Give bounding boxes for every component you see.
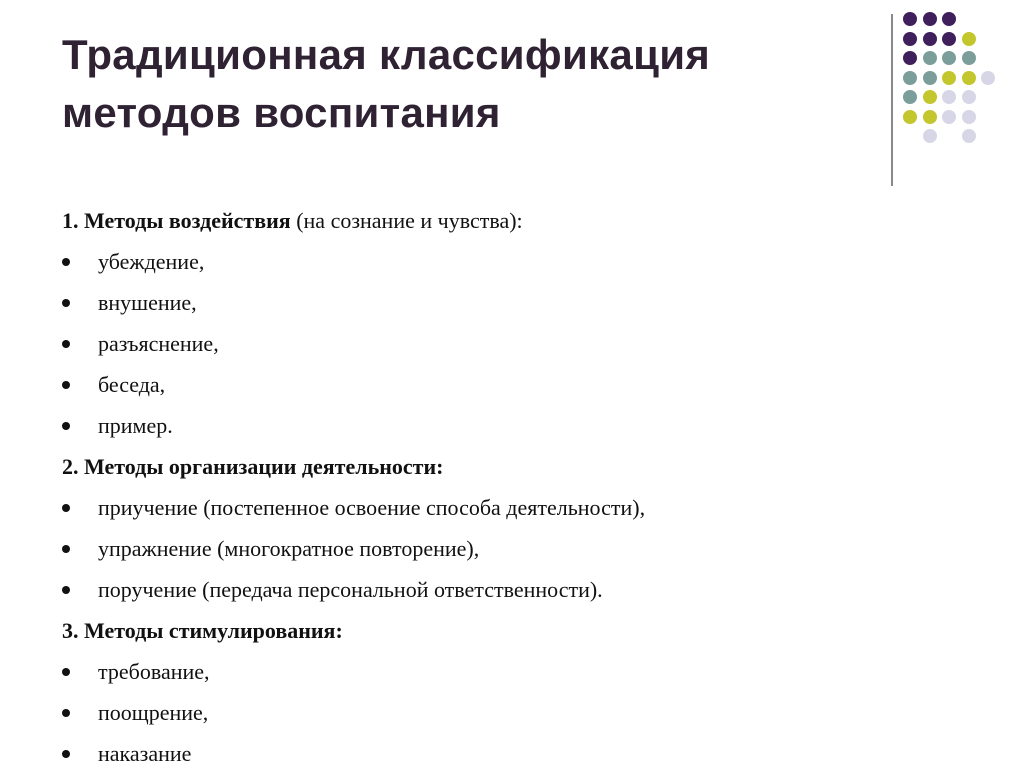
- decorative-dot: [903, 110, 917, 124]
- decorative-dot: [923, 51, 937, 65]
- decorative-dot: [942, 32, 956, 46]
- title-line-1: Традиционная классификация: [62, 31, 711, 78]
- decorative-dot: [962, 71, 976, 85]
- decorative-dot: [942, 12, 956, 26]
- section-heading-impact: 1. Методы воздействия (на сознание и чувства):: [62, 208, 523, 233]
- list-item: пример.: [62, 405, 992, 446]
- section-heading-activity: 2. Методы организации деятельности:: [62, 454, 444, 479]
- list-item: поручение (передача персональной ответственности).: [62, 569, 992, 610]
- decorative-dot: [903, 90, 917, 104]
- list-item: поощрение,: [62, 692, 992, 733]
- decorative-dot: [962, 129, 976, 143]
- bullet-icon: [62, 668, 70, 676]
- bullet-icon: [62, 299, 70, 307]
- bullet-icon: [62, 422, 70, 430]
- list-item: разъяснение,: [62, 323, 992, 364]
- decorative-dot: [903, 32, 917, 46]
- decorative-dot: [923, 32, 937, 46]
- decorative-dot: [923, 129, 937, 143]
- decorative-dot: [942, 51, 956, 65]
- list-item: беседа,: [62, 364, 992, 405]
- title-line-2: методов воспитания: [62, 89, 501, 136]
- list-item: приучение (постепенное освоение способа деятельности),: [62, 487, 992, 528]
- decorative-dot: [903, 12, 917, 26]
- decorative-dot: [923, 12, 937, 26]
- list-item: наказание: [62, 733, 992, 774]
- decorative-dot: [962, 32, 976, 46]
- list-item: внушение,: [62, 282, 992, 323]
- list-item: требование,: [62, 651, 992, 692]
- bullet-icon: [62, 586, 70, 594]
- section-heading-stimulation: 3. Методы стимулирования:: [62, 618, 343, 643]
- decorative-dot: [962, 51, 976, 65]
- list-item: упражнение (многократное повторение),: [62, 528, 992, 569]
- decorative-dot-grid: [903, 12, 1013, 162]
- slide-title: [62, 26, 862, 142]
- decorative-dot: [962, 90, 976, 104]
- decorative-dot: [942, 90, 956, 104]
- decorative-dot: [903, 71, 917, 85]
- decorative-dot: [942, 110, 956, 124]
- bullet-icon: [62, 709, 70, 717]
- bullet-icon: [62, 381, 70, 389]
- decorative-dot: [962, 110, 976, 124]
- decorative-dot: [942, 71, 956, 85]
- bullet-icon: [62, 340, 70, 348]
- decorative-dot: [923, 71, 937, 85]
- decorative-divider: [891, 14, 893, 186]
- bullet-icon: [62, 504, 70, 512]
- decorative-dot: [981, 71, 995, 85]
- bullet-icon: [62, 545, 70, 553]
- bullet-icon: [62, 750, 70, 758]
- bullet-icon: [62, 258, 70, 266]
- list-item: убеждение,: [62, 241, 992, 282]
- decorative-dot: [923, 90, 937, 104]
- decorative-dot: [903, 51, 917, 65]
- methods-list: [62, 200, 992, 774]
- decorative-dot: [923, 110, 937, 124]
